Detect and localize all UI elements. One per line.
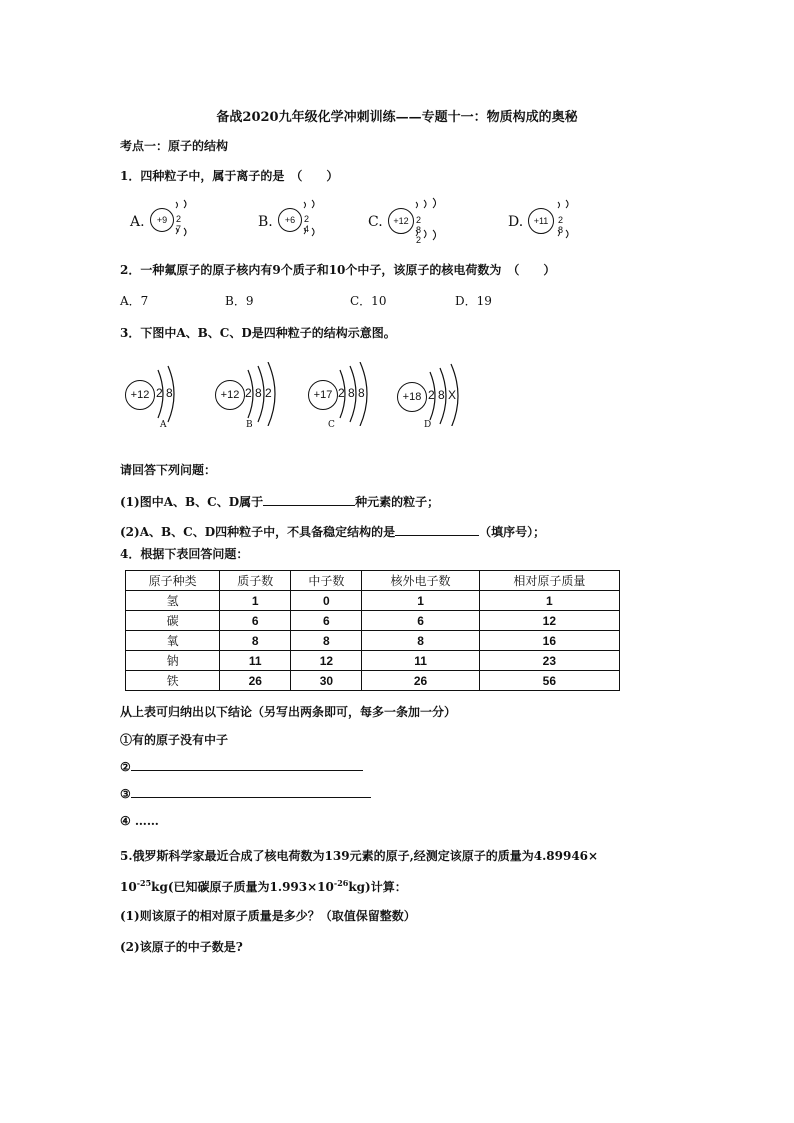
table-cell: 12	[479, 611, 619, 631]
diagram-tag: B	[246, 420, 253, 430]
electron-shells: 2 8 8	[338, 386, 365, 400]
q5-exponent-2: -26	[333, 878, 349, 888]
nucleus-charge: +6	[278, 208, 302, 232]
table-cell: 30	[291, 671, 362, 691]
q4-conclusion-4: ④ ……	[120, 814, 159, 828]
table-cell: 碳	[126, 611, 220, 631]
table-cell: 12	[291, 651, 362, 671]
q2-choice-c: C．10	[350, 294, 387, 308]
nucleus-charge: +12	[388, 208, 414, 234]
q3-stem: 3．下图中A、B、C、D是四种粒子的结构示意图。	[120, 326, 396, 340]
table-cell: 1	[479, 591, 619, 611]
diagram-tag: C	[328, 420, 335, 430]
table-cell: 1	[220, 591, 291, 611]
answer-blank[interactable]	[395, 535, 479, 536]
table-cell: 6	[291, 611, 362, 631]
table-cell: 0	[291, 591, 362, 611]
table-cell: 1	[362, 591, 479, 611]
q4-conclusion-3	[120, 787, 371, 801]
nucleus-charge: +17	[308, 380, 338, 410]
nucleus-charge: +9	[150, 208, 174, 232]
diagram-tag: A	[160, 420, 167, 430]
table-cell: 铁	[126, 671, 220, 691]
q5-exponent: -25	[136, 878, 152, 888]
table-cell: 氢	[126, 591, 220, 611]
q3-sub2-text-end: （填序号）；	[479, 525, 546, 539]
table-row	[126, 611, 620, 631]
atom-data-table	[125, 570, 620, 691]
answer-blank[interactable]	[131, 770, 363, 771]
q5-line1: 5.俄罗斯科学家最近合成了核电荷数为139元素的原子,经测定该原子的质量为4.89946×	[120, 849, 599, 863]
q5-base: 10	[120, 880, 137, 894]
table-header: 核外电子数	[362, 571, 479, 591]
table-cell: 6	[220, 611, 291, 631]
q4-conclusion-2	[120, 760, 363, 774]
q5-line2	[120, 878, 407, 895]
q4-conclusion-1: ①有的原子没有中子	[120, 733, 229, 747]
table-cell: 8	[220, 631, 291, 651]
q1-stem: 1．四种粒子中，属于离子的是 （ ）	[120, 169, 339, 183]
q2-choice-b: B．9	[225, 294, 254, 308]
table-cell: 56	[479, 671, 619, 691]
table-header: 质子数	[220, 571, 291, 591]
section-heading: 考点一：原子的结构	[120, 139, 229, 153]
q3-sub1-text-end: 种元素的粒子；	[355, 495, 440, 509]
document-title: 备战2020九年级化学冲刺训练——专题十一：物质构成的奥秘	[216, 110, 578, 125]
table-row	[126, 591, 620, 611]
table-cell: 8	[362, 631, 479, 651]
table-cell: 氧	[126, 631, 220, 651]
electron-shells: 2 8	[156, 386, 173, 400]
q3-shell-arcs	[120, 362, 480, 426]
table-row	[126, 631, 620, 651]
table-header: 中子数	[291, 571, 362, 591]
electron-shells: 2 8 2	[245, 386, 272, 400]
q2-choice-a: A．7	[120, 294, 149, 308]
q3-sub2	[120, 523, 545, 540]
q4-stem: 4．根据下表回答问题：	[120, 547, 249, 561]
nucleus-charge: +11	[528, 208, 554, 234]
option-label: B.	[258, 214, 273, 230]
conclusion-marker: ③	[120, 787, 131, 801]
table-cell: 26	[362, 671, 479, 691]
table-cell: 26	[220, 671, 291, 691]
option-label: D.	[508, 214, 524, 230]
q3-sub2-text: (2)A、B、C、D四种粒子中，不具备稳定结构的是	[120, 525, 396, 539]
electron-shells: 2 8 2	[416, 215, 422, 245]
table-cell: 11	[362, 651, 479, 671]
nucleus-charge: +18	[397, 382, 427, 412]
q3-prompt: 请回答下列问题：	[120, 463, 217, 477]
q5-sub2: (2)该原子的中子数是?	[120, 940, 243, 954]
option-label: C.	[368, 214, 383, 230]
electron-shells: 2 7	[176, 214, 182, 234]
nucleus-charge: +12	[125, 380, 155, 410]
q1-shell-arcs	[140, 196, 600, 246]
answer-blank[interactable]	[131, 797, 371, 798]
answer-blank[interactable]	[263, 505, 355, 506]
q3-sub1-text: (1)图中A、B、C、D属于	[120, 495, 264, 509]
table-cell: 23	[479, 651, 619, 671]
option-label: A.	[130, 214, 145, 230]
table-row	[126, 651, 620, 671]
table-cell: 钠	[126, 651, 220, 671]
table-row	[126, 671, 620, 691]
electron-shells: 2 8 X	[428, 388, 457, 402]
table-cell: 6	[362, 611, 479, 631]
nucleus-charge: +12	[215, 380, 245, 410]
q3-sub1	[120, 493, 439, 510]
q5-end: kg)计算：	[348, 880, 407, 894]
table-header: 原子种类	[126, 571, 220, 591]
q2-stem: 2．一种氟原子的原子核内有9个质子和10个中子，该原子的核电荷数为 （ ）	[120, 263, 556, 277]
table-header-row	[126, 571, 620, 591]
table-cell: 16	[479, 631, 619, 651]
electron-shells: 2 4	[304, 214, 310, 234]
conclusion-marker: ②	[120, 760, 131, 774]
diagram-tag: D	[424, 420, 432, 430]
table-cell: 11	[220, 651, 291, 671]
electron-shells: 2 8	[558, 215, 564, 235]
q5-mid: kg(已知碳原子质量为1.993×10	[151, 880, 334, 894]
q5-sub1: (1)则该原子的相对原子质量是多少？（取值保留整数）	[120, 909, 416, 923]
q2-choice-d: D．19	[455, 294, 492, 308]
table-header: 相对原子质量	[479, 571, 619, 591]
table-cell: 8	[291, 631, 362, 651]
q4-conclusion-prompt: 从上表可归纳出以下结论（另写出两条即可，每多一条加一分）	[120, 705, 457, 719]
